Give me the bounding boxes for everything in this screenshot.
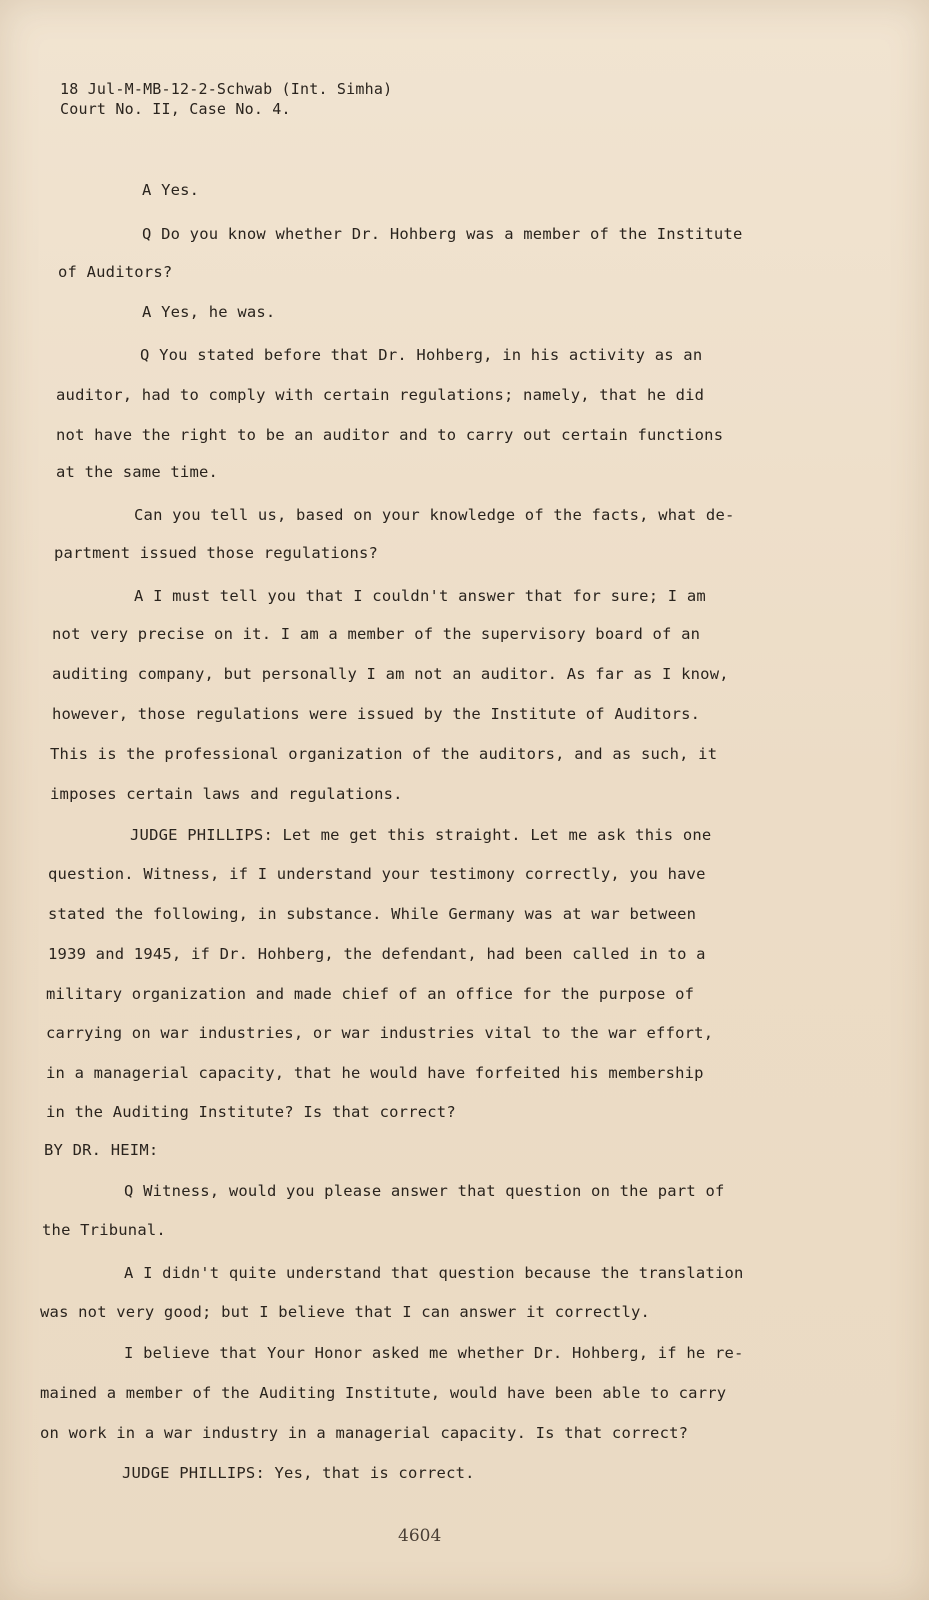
text-line: stated the following, in substance. While Germany was at war between (48, 905, 697, 923)
text-line: imposes certain laws and regulations. (50, 785, 403, 803)
text-line: Q You stated before that Dr. Hohberg, in his activity as an (140, 346, 703, 364)
text-line: BY DR. HEIM: (44, 1141, 159, 1159)
text-line: 1939 and 1945, if Dr. Hohberg, the defendant, had been called in to a (48, 945, 706, 963)
text-line: auditing company, but personally I am not an auditor. As far as I know, (52, 665, 729, 683)
text-line: JUDGE PHILLIPS: Yes, that is correct. (122, 1464, 475, 1482)
text-line: This is the professional organization of the auditors, and as such, it (50, 745, 718, 763)
text-line: on work in a war industry in a managerial capacity. Is that correct? (40, 1424, 689, 1442)
text-line: Q Do you know whether Dr. Hohberg was a member of the Institute (142, 225, 743, 243)
text-line: auditor, had to comply with certain regulations; namely, that he did (56, 386, 705, 404)
text-line: mained a member of the Auditing Institute, would have been able to carry (40, 1384, 727, 1402)
text-line: A Yes, he was. (142, 303, 276, 321)
text-line: A I must tell you that I couldn't answer that for sure; I am (134, 587, 706, 605)
text-line: JUDGE PHILLIPS: Let me get this straight. Let me ask this one (130, 826, 712, 844)
header-line-2: Court No. II, Case No. 4. (60, 100, 291, 118)
text-line: not have the right to be an auditor and to carry out certain functions (56, 426, 724, 444)
text-line: in a managerial capacity, that he would have forfeited his membership (46, 1064, 704, 1082)
text-line: partment issued those regulations? (54, 544, 379, 562)
text-line: question. Witness, if I understand your testimony correctly, you have (48, 865, 706, 883)
text-line: at the same time. (56, 463, 219, 481)
page-number: 4604 (398, 1526, 442, 1546)
header-line-1: 18 Jul-M-MB-12-2-Schwab (Int. Simha) (60, 80, 393, 98)
text-line: the Tribunal. (42, 1221, 166, 1239)
text-line: not very precise on it. I am a member of the supervisory board of an (52, 625, 701, 643)
text-line: A Yes. (142, 181, 200, 199)
text-line: A I didn't quite understand that question because the translation (124, 1264, 744, 1282)
text-line: of Auditors? (58, 263, 173, 281)
text-line: was not very good; but I believe that I can answer it correctly. (40, 1303, 651, 1321)
text-line: Q Witness, would you please answer that question on the part of (124, 1182, 725, 1200)
text-line: carrying on war industries, or war industries vital to the war effort, (46, 1024, 714, 1042)
text-line: I believe that Your Honor asked me whether Dr. Hohberg, if he re- (124, 1344, 744, 1362)
text-line: in the Auditing Institute? Is that correct? (46, 1103, 456, 1121)
text-line: Can you tell us, based on your knowledge of the facts, what de- (134, 506, 735, 524)
text-line: military organization and made chief of an office for the purpose of (46, 985, 695, 1003)
text-line: however, those regulations were issued by the Institute of Auditors. (52, 705, 701, 723)
